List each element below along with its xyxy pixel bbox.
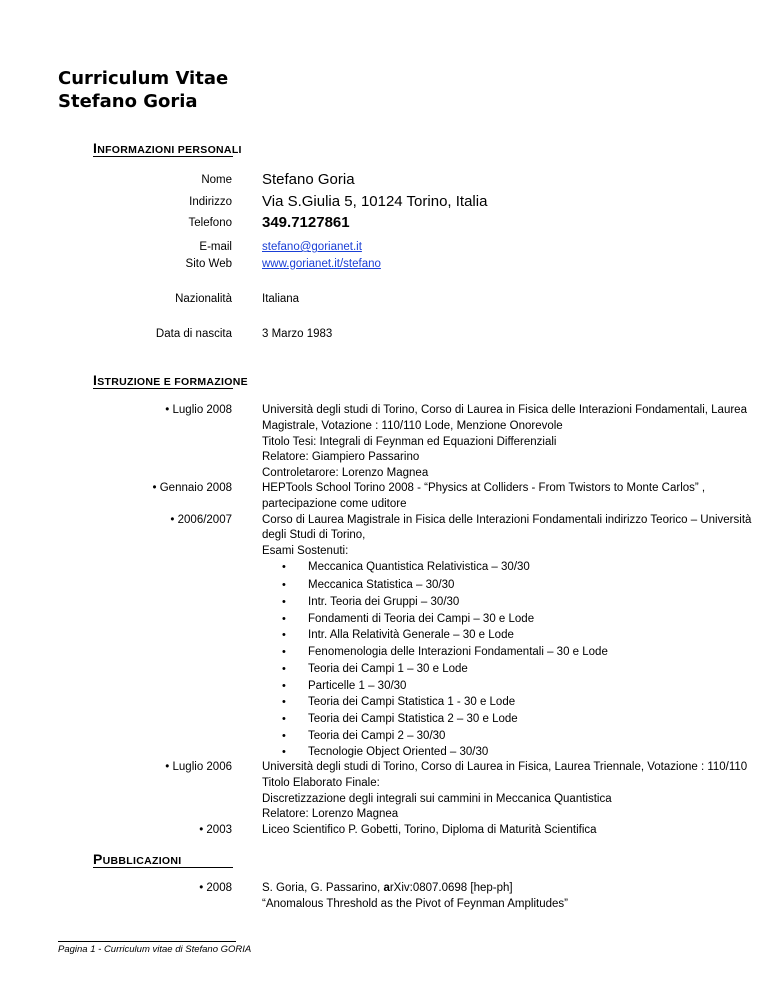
education-date: • Luglio 2008 [165, 404, 232, 416]
website-link[interactable]: www.gorianet.it/stefano [262, 258, 381, 270]
publication-title: “Anomalous Threshold as the Pivot of Feynman Amplitudes” [262, 898, 568, 910]
education-line: Liceo Scientifico P. Gobetti, Torino, Diploma di Maturità Scientifica [262, 824, 597, 836]
education-line: Corso di Laurea Magistrale in Fisica delle Interazioni Fondamentali indirizzo Teorico – Università [262, 514, 752, 526]
education-line: Università degli studi di Torino, Corso di Laurea in Fisica, Laurea Triennale, Votazione : 110/110 [262, 761, 748, 773]
label-name: Nome [201, 174, 232, 186]
section-heading-education: ISTRUZIONE E FORMAZIONE [93, 372, 248, 388]
label-phone: Telefono [188, 217, 232, 229]
education-line: Università degli studi di Torino, Corso di Laurea in Fisica delle Interazioni Fondamentali, Laurea [262, 404, 747, 416]
bullet: • [282, 579, 286, 591]
footer-rule [58, 941, 236, 942]
value-nationality: Italiana [262, 293, 300, 305]
section-heading-personal: INFORMAZIONI PERSONALI [93, 140, 242, 156]
section-rule [93, 156, 233, 157]
education-date: • 2003 [199, 824, 232, 836]
publication-reference: S. Goria, G. Passarino, arXiv:0807.0698 [hep-ph] [262, 882, 513, 894]
bullet: • [282, 596, 286, 608]
value-phone: 349.7127861 [262, 214, 350, 231]
education-line: Magistrale, Votazione : 110/110 Lode, Menzione Onorevole [262, 420, 563, 432]
education-line: Relatore: Lorenzo Magnea [262, 808, 399, 820]
section-heading-publications: PUBBLICAZIONI [93, 851, 182, 867]
education-line: Relatore: Giampiero Passarino [262, 451, 420, 463]
publication-date: • 2008 [199, 882, 232, 894]
bullet: • [282, 629, 286, 641]
education-line: Titolo Tesi: Integrali di Feynman ed Equazioni Differenziali [262, 436, 557, 448]
education-line: Titolo Elaborato Finale: [262, 777, 380, 789]
label-email: E-mail [199, 241, 232, 253]
label-website: Sito Web [185, 258, 232, 270]
education-line: Controletarore: Lorenzo Magnea [262, 467, 429, 479]
education-line: Esami Sostenuti: [262, 545, 349, 557]
education-line: HEPTools School Torino 2008 - “Physics at Colliders - From Twistors to Monte Carlos” , [262, 482, 706, 494]
cv-name-title: Stefano Goria [58, 91, 198, 112]
label-nationality: Nazionalità [175, 293, 232, 305]
cv-title: Curriculum Vitae [58, 68, 229, 89]
education-line: partecipazione come uditore [262, 498, 407, 510]
bullet: • [282, 746, 286, 758]
bullet: • [282, 561, 286, 573]
value-address: Via S.Giulia 5, 10124 Torino, Italia [262, 193, 488, 210]
bullet: • [282, 613, 286, 625]
value-birth: 3 Marzo 1983 [262, 328, 333, 340]
bullet: • [282, 730, 286, 742]
education-date: • Luglio 2006 [165, 761, 232, 773]
education-line: degli Studi di Torino, [262, 529, 366, 541]
education-date: • 2006/2007 [170, 514, 232, 526]
email-link[interactable]: stefano@gorianet.it [262, 241, 362, 253]
bullet: • [282, 713, 286, 725]
label-birth: Data di nascita [155, 328, 232, 340]
bullet: • [282, 680, 286, 692]
page-footer: Pagina 1 - Curriculum vitae di Stefano GORIA [58, 944, 252, 955]
bullet: • [282, 696, 286, 708]
education-date: • Gennaio 2008 [152, 482, 232, 494]
bullet: • [282, 646, 286, 658]
label-address: Indirizzo [189, 196, 232, 208]
education-line: Discretizzazione degli integrali sui cammini in Meccanica Quantistica [262, 793, 612, 805]
section-rule [93, 388, 233, 389]
value-name: Stefano Goria [262, 171, 355, 188]
bullet: • [282, 663, 286, 675]
section-rule [93, 867, 233, 868]
